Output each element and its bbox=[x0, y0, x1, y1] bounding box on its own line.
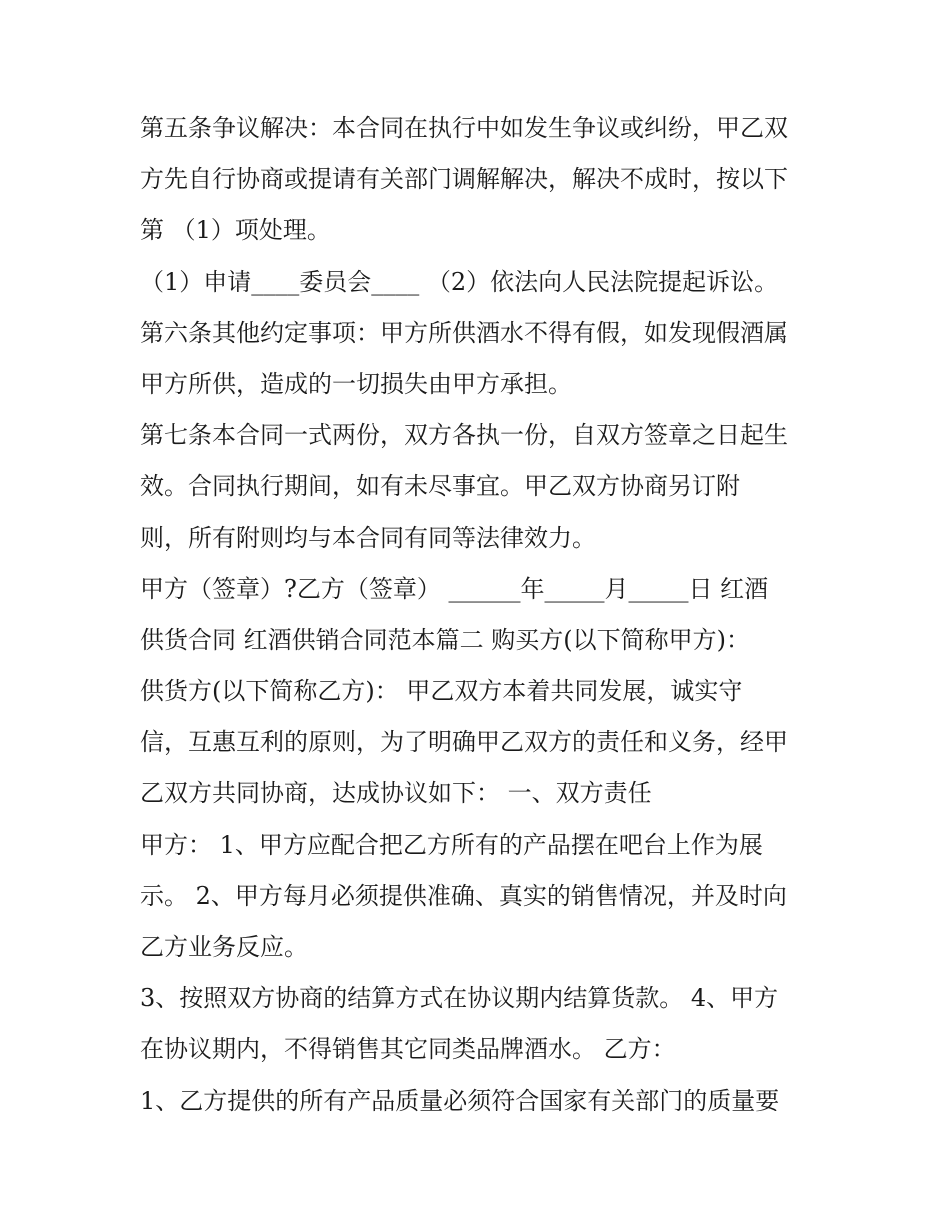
text-line: 供货方(以下简称乙方)： 甲乙双方本着共同发展，诚实守 bbox=[140, 677, 743, 706]
document-body bbox=[140, 103, 820, 1127]
text-line: （1）申请____委员会____ （2）依法向人民法院提起诉讼。 bbox=[140, 267, 779, 296]
text-line: 3、按照双方协商的结算方式在协议期内结算货款。 4、甲方 bbox=[140, 984, 779, 1013]
text-line: 方先自行协商或提请有关部门调解解决，解决不成时，按以下 bbox=[140, 165, 788, 194]
text-line: 甲方（签章）?乙方（签章） ______年_____月_____日 红酒 bbox=[140, 574, 769, 603]
text-line: 第六条其他约定事项：甲方所供酒水不得有假，如发现假酒属 bbox=[140, 318, 788, 347]
text-line: 甲方所供，造成的一切损失由甲方承担。 bbox=[140, 369, 572, 398]
text-line: 第五条争议解决：本合同在执行中如发生争议或纠纷，甲乙双 bbox=[140, 114, 788, 142]
text-line: 则，所有附则均与本合同有同等法律效力。 bbox=[140, 523, 596, 552]
text-line: 1、乙方提供的所有产品质量必须符合国家有关部门的质量要 bbox=[140, 1086, 780, 1115]
text-line: 第七条本合同一式两份，双方各执一份，自双方签章之日起生 bbox=[140, 421, 788, 450]
text-line: 示。 2、甲方每月必须提供准确、真实的销售情况，并及时向 bbox=[140, 881, 787, 910]
text-line: 乙方业务反应。 bbox=[140, 933, 308, 961]
text-line: 供货合同 红酒供销合同范本篇二 购买方(以下简称甲方)： bbox=[140, 625, 750, 654]
text-line: 乙双方共同协商，达成协议如下： 一、双方责任 bbox=[140, 779, 652, 808]
text-line: 信，互惠互利的原则，为了明确甲乙双方的责任和义务，经甲 bbox=[140, 728, 788, 757]
text-line: 第 （1）项处理。 bbox=[140, 216, 331, 245]
text-line: 甲方： 1、甲方应配合把乙方所有的产品摆在吧台上作为展 bbox=[140, 830, 763, 859]
text-line: 效。合同执行期间，如有未尽事宜。甲乙双方协商另订附 bbox=[140, 472, 740, 501]
text-line: 在协议期内，不得销售其它同类品牌酒水。 乙方： bbox=[140, 1035, 676, 1064]
